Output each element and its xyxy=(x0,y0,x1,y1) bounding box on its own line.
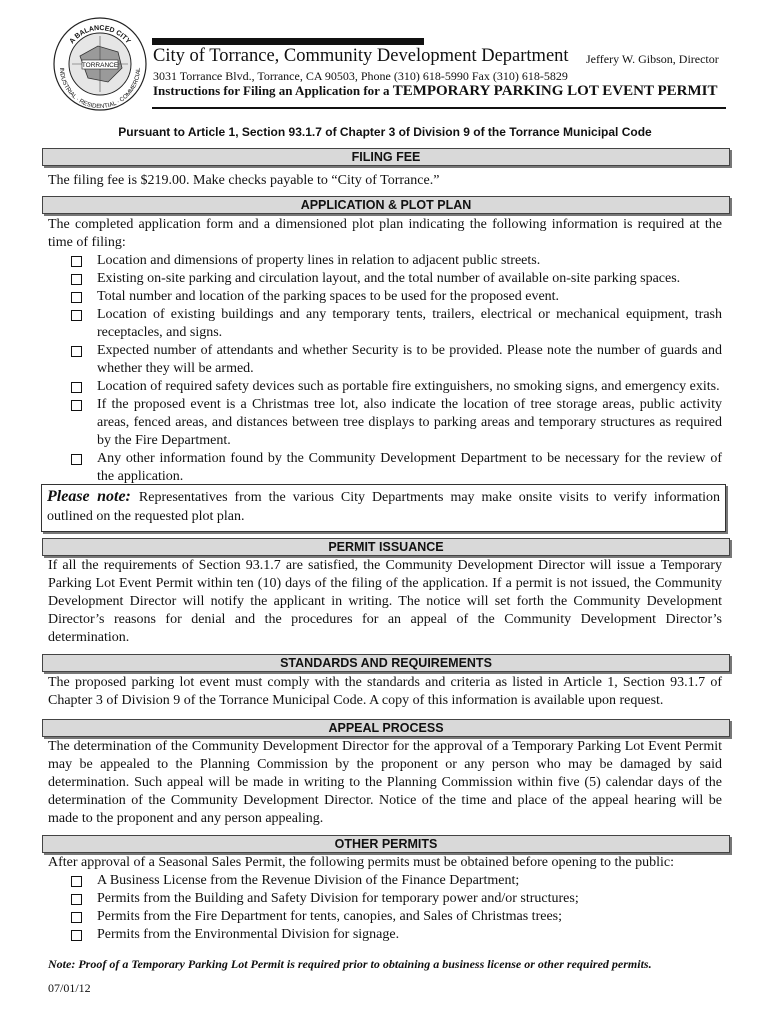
checkbox-icon xyxy=(71,894,82,905)
instructions-prefix: Instructions for Filing an Application for a xyxy=(153,83,390,98)
section-heading-filing-fee: FILING FEE xyxy=(42,148,730,166)
checklist-item-text: A Business License from the Revenue Division of the Finance Department; xyxy=(97,873,520,888)
checklist-item-text: If the proposed event is a Christmas tree lot, also indicate the location of tree storage areas, public activity areas, fenced areas, and distances between tree displays to parking areas and temporary structures as required by the Fire Department. xyxy=(97,397,722,448)
page-title: City of Torrance, Community Development Department xyxy=(153,46,569,66)
checklist-item-text: Expected number of attendants and whether Security is to be provided. Please note the number of guards and whether they will be armed. xyxy=(97,343,722,376)
other-permits-intro: After approval of a Seasonal Sales Permit, the following permits must be obtained before opening to the public: xyxy=(48,855,674,870)
city-seal-logo xyxy=(52,16,148,112)
checklist-item-text: Any other information found by the Community Development Department to be necessary for the review of the application. xyxy=(97,451,722,484)
checkbox-icon xyxy=(71,454,82,465)
department-address: 3031 Torrance Blvd., Torrance, CA 90503, Phone (310) 618-5990 Fax (310) 618-5829 xyxy=(153,69,568,83)
section-heading-other-permits: OTHER PERMITS xyxy=(42,835,730,853)
please-note-label: Please note: xyxy=(47,488,131,505)
header-divider xyxy=(152,107,726,109)
checkbox-icon xyxy=(71,876,82,887)
seal-city: TORRANCE xyxy=(81,62,119,69)
please-note-text: Representatives from the various City Departments may make onsite visits to verify information outlined on the requested plot plan. xyxy=(47,490,721,524)
section-heading-appeal: APPEAL PROCESS xyxy=(42,719,730,737)
checklist-item xyxy=(48,306,722,342)
permit-type: TEMPORARY PARKING LOT EVENT PERMIT xyxy=(392,83,718,99)
application-checklist xyxy=(48,252,722,486)
final-note: Note: Proof of a Temporary Parking Lot Permit is required prior to obtaining a business license or other required permits. xyxy=(48,957,652,971)
checklist-item xyxy=(48,288,722,306)
checklist-item-text: Permits from the Building and Safety Division for temporary power and/or structures; xyxy=(97,891,579,906)
checklist-item xyxy=(48,342,722,378)
checklist-item xyxy=(48,890,722,908)
section-heading-application: APPLICATION & PLOT PLAN xyxy=(42,196,730,214)
checkbox-icon xyxy=(71,256,82,267)
checklist-item-text: Permits from the Environmental Division for signage. xyxy=(97,927,400,942)
checkbox-icon xyxy=(71,346,82,357)
revision-date: 07/01/12 xyxy=(48,981,91,995)
please-note-box xyxy=(41,484,726,532)
other-permits-checklist xyxy=(48,872,722,944)
section-heading-permit-issuance: PERMIT ISSUANCE xyxy=(42,538,730,556)
checklist-item-text: Location of existing buildings and any temporary tents, trailers, electrical or mechanical equipment, trash receptacles, and signs. xyxy=(97,307,722,340)
checklist-item xyxy=(48,396,722,450)
checklist-item xyxy=(48,872,722,890)
header-top-bar xyxy=(152,38,424,45)
checkbox-icon xyxy=(71,292,82,303)
filing-fee-text: The filing fee is $219.00. Make checks payable to “City of Torrance.” xyxy=(48,173,440,188)
checklist-item-text: Total number and location of the parking spaces to be used for the proposed event. xyxy=(97,289,560,304)
checkbox-icon xyxy=(71,310,82,321)
instructions-title xyxy=(153,83,717,100)
checklist-item-text: Existing on-site parking and circulation layout, and the total number of available on-site parking spaces. xyxy=(97,271,681,286)
checkbox-icon xyxy=(71,930,82,941)
director-name: Jeffery W. Gibson, Director xyxy=(586,52,719,66)
other-permits-section xyxy=(48,854,722,944)
pursuant-line: Pursuant to Article 1, Section 93.1.7 of Chapter 3 of Division 9 of the Torrance Municipal Code xyxy=(118,125,652,139)
checklist-item-text: Location of required safety devices such as portable fire extinguishers, no smoking signs, and emergency exits. xyxy=(97,379,720,394)
application-section xyxy=(48,216,722,486)
checkbox-icon xyxy=(71,400,82,411)
checklist-item-text: Permits from the Fire Department for tents, canopies, and Sales of Christmas trees; xyxy=(97,909,563,924)
section-heading-standards: STANDARDS AND REQUIREMENTS xyxy=(42,654,730,672)
checklist-item xyxy=(48,908,722,926)
checklist-item xyxy=(48,252,722,270)
checkbox-icon xyxy=(71,912,82,923)
application-intro: The completed application form and a dimensioned plot plan indicating the following information is required at the time of filing: xyxy=(48,217,722,250)
checklist-item xyxy=(48,450,722,486)
appeal-text: The determination of the Community Development Director for the approval of a Temporary Parking Lot Event Permit may be appealed to the Planning Commission by the proponent or any person who may be damaged by said determination. Such appeal will be made in writing to the Planning Commission within five (5) calendar days of the determination of the Community Development Director. Notice of the time and place of the appeal hearing will be made to the proponent and any person appealing. xyxy=(48,739,722,826)
permit-issuance-text: If all the requirements of Section 93.1.7 are satisfied, the Community Development Director will issue a Temporary Parking Lot Event Permit within ten (10) days of the filing of the application. If a permit is not issued, the Community Development Director will notify the applicant in writing. The notice will set forth the Community Development Director’s reasons for denial and the procedures for an appeal of the Community Development Director’s determination. xyxy=(48,558,722,645)
checklist-item xyxy=(48,378,722,396)
checkbox-icon xyxy=(71,382,82,393)
checklist-item-text: Location and dimensions of property lines in relation to adjacent public streets. xyxy=(97,253,541,268)
standards-text: The proposed parking lot event must comply with the standards and criteria as listed in Article 1, Section 93.1.7 of Chapter 3 of Division 9 of the Torrance Municipal Code. A copy of this information is available upon request. xyxy=(48,675,722,708)
checklist-item xyxy=(48,926,722,944)
checklist-item xyxy=(48,270,722,288)
seal-top-text: A BALANCED CITY xyxy=(68,24,132,46)
checkbox-icon xyxy=(71,274,82,285)
seal-side-text: INDUSTRIAL · RESIDENTIAL · COMMERCIAL xyxy=(57,67,143,111)
